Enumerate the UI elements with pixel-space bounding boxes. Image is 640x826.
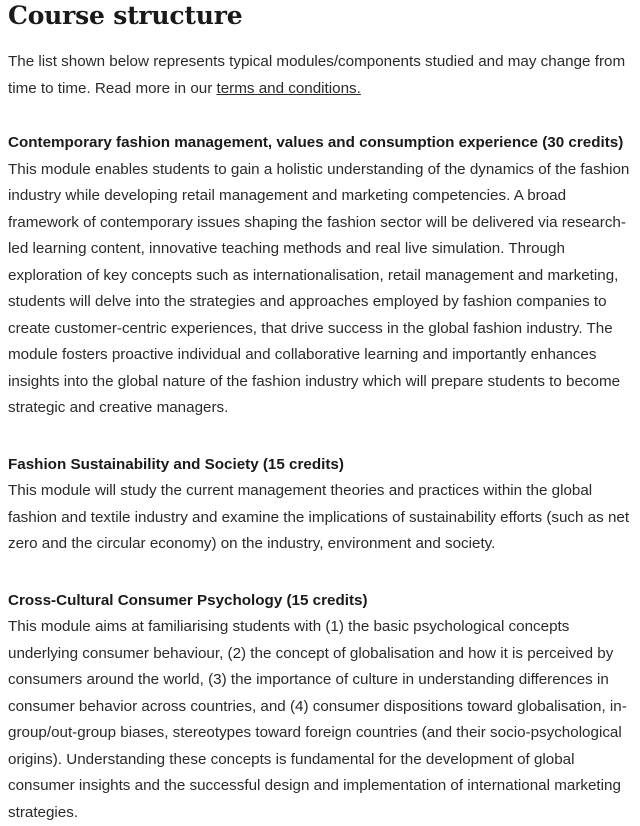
module-title: Contemporary fashion management, values and consumption experience (30 credits) bbox=[8, 130, 632, 157]
module-item bbox=[8, 588, 632, 826]
module-description: This module aims at familiarising students with (1) the basic psychological concepts underlying consumer behaviour, (2) the concept of globalisation and how it is perceived by consumers around the world, (3) the importance of culture in understanding differences in consumer behavior across countries, and (4) consumer dispositions toward globalisation, in-group/out-group biases, stereotypes toward foreign countries (and their socio-psychological origins). Understanding these concepts is fundamental for the development of global consumer insights and the successful design and implementation of international marketing strategies. bbox=[8, 614, 632, 826]
module-description: This module enables students to gain a holistic understanding of the dynamics of the fashion industry while developing retail management and marketing competencies. A broad framework of contemporary issues shaping the fashion sector will be delivered via research-led learning content, innovative teaching methods and real live simulation. Through exploration of key concepts such as internationalisation, retail management and marketing, students will delve into the strategies and approaches employed by fashion companies to create customer-centric experiences, that drive success in the global fashion industry. The module fosters proactive individual and collaborative learning and importantly enhances insights into the global nature of the fashion industry which will prepare students to become strategic and creative managers. bbox=[8, 157, 632, 422]
intro-paragraph bbox=[8, 49, 632, 102]
module-item bbox=[8, 452, 632, 558]
intro-text: The list shown below represents typical modules/components studied and may change from time to time. Read more in our bbox=[8, 53, 625, 97]
terms-and-conditions-link[interactable]: terms and conditions. bbox=[217, 80, 361, 97]
page-title: Course structure bbox=[8, 0, 632, 31]
module-title: Fashion Sustainability and Society (15 credits) bbox=[8, 452, 632, 479]
module-description: This module will study the current management theories and practices within the global fashion and textile industry and examine the implications of sustainability efforts (such as net zero and the circular economy) on the industry, environment and society. bbox=[8, 478, 632, 558]
module-item bbox=[8, 130, 632, 422]
module-title: Cross-Cultural Consumer Psychology (15 credits) bbox=[8, 588, 632, 615]
